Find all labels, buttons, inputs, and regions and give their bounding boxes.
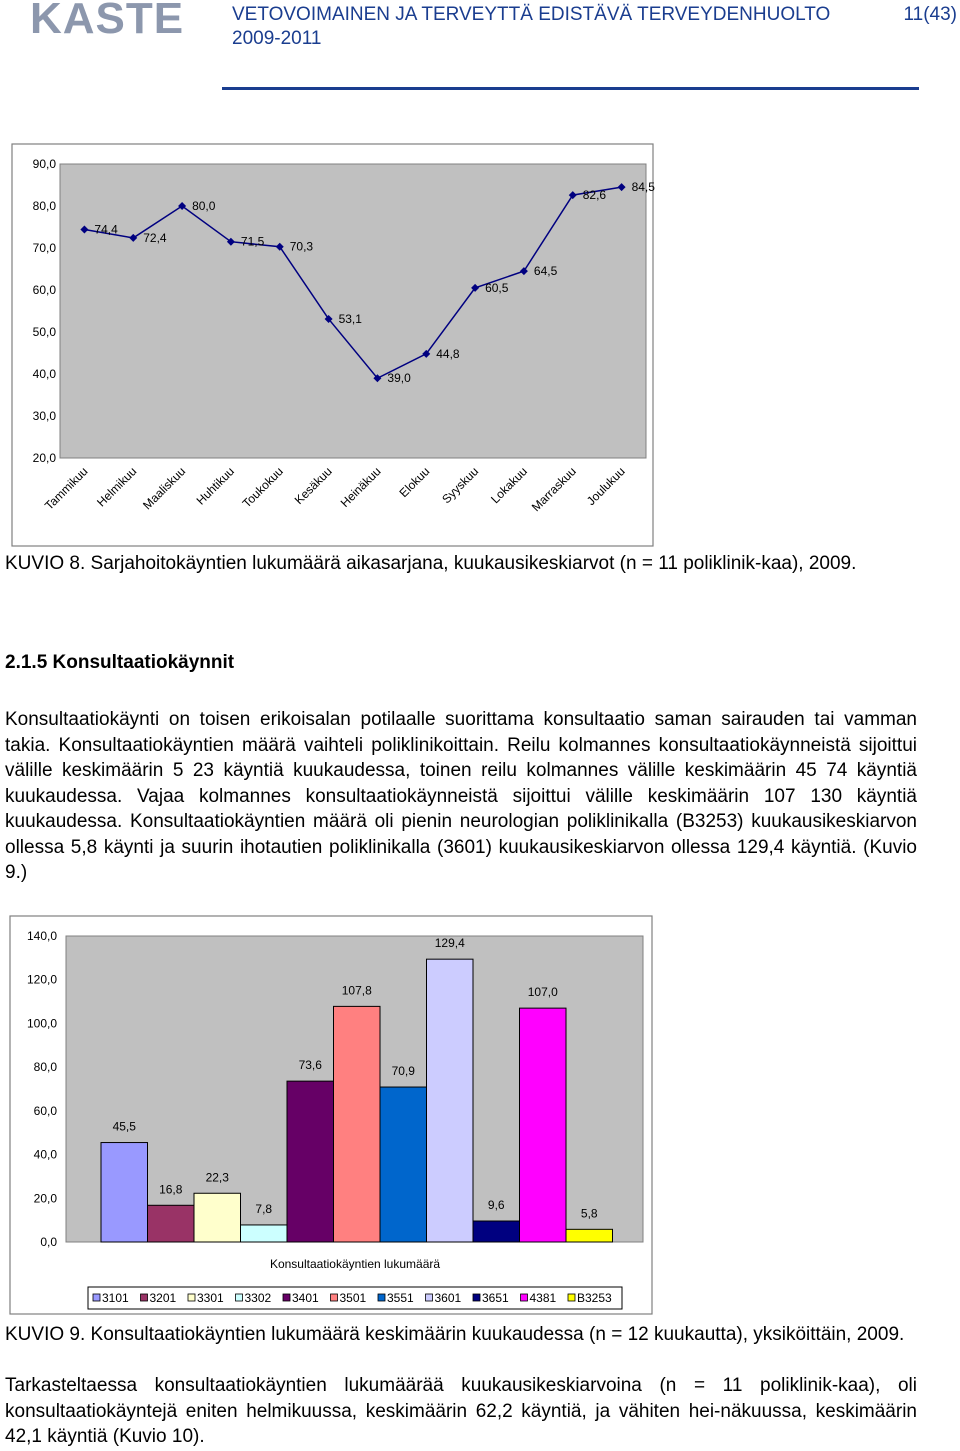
chart1-data-label: 82,6 bbox=[582, 188, 607, 203]
chart2-legend-label: 3101 bbox=[102, 1291, 129, 1305]
chart2-legend-label: 3401 bbox=[292, 1291, 319, 1305]
kaste-logo: KASTE bbox=[30, 0, 185, 43]
chart1-y-tick-label: 60,0 bbox=[32, 283, 56, 297]
chart2-legend-swatch bbox=[568, 1294, 575, 1301]
chart1-data-label: 60,5 bbox=[485, 280, 509, 295]
chart2-y-tick-label: 100,0 bbox=[26, 1016, 57, 1031]
chart1-data-label: 64,5 bbox=[533, 264, 558, 279]
chart2-data-label: 107,8 bbox=[341, 983, 372, 998]
header-title: VETOVOIMAINEN JA TERVEYTTÄ EDISTÄVÄ TERVEYDENHUOLTO bbox=[232, 4, 831, 25]
chart2-y-tick-label: 120,0 bbox=[26, 972, 57, 987]
chart1-data-label: 70,3 bbox=[289, 239, 314, 254]
chart2-bar-B3253 bbox=[566, 1229, 613, 1242]
chart2-y-tick-label: 20,0 bbox=[33, 1191, 57, 1206]
chart2-legend-label: 3301 bbox=[197, 1291, 224, 1305]
chart1-y-tick-label: 90,0 bbox=[32, 157, 56, 171]
chart1-data-label: 39,0 bbox=[387, 371, 411, 386]
chart1-y-tick-label: 20,0 bbox=[32, 451, 56, 465]
chart1-data-label: 71,5 bbox=[240, 234, 265, 249]
section-heading: 2.1.5 Konsultaatiokäynnit bbox=[5, 652, 235, 673]
chart2-legend-label: 4381 bbox=[529, 1291, 557, 1305]
chart2-bar-3301 bbox=[194, 1193, 241, 1242]
chart2-legend-swatch bbox=[473, 1294, 480, 1301]
chart2-data-label: 70,9 bbox=[391, 1064, 415, 1079]
chart1-data-label: 74,4 bbox=[94, 222, 118, 237]
chart2-data-label: 9,6 bbox=[487, 1198, 505, 1213]
paragraph-1: Konsultaatiokäynti on toisen erikoisalan potilaalle suorittama konsultaatio saman sairauden tai vamman takia. Konsultaatiokäyntien määrä vaihteli poliklinikoittain. Reilu kolmannes konsultaatiokäynneistä sijoittui välille keskimäärin 5 23 käyntiä kuukaudessa, toinen reilu kolmannes välille keskimäärin 45 74 käyntiä kuukaudessa. Vajaa kolmannes konsultaatiokäynneistä sijoittui välille keskimäärin 107 130 käyntiä kuukaudessa. Konsultaatiokäyntien määrä oli pienin neurologian poliklinikalla (B3253) kuukausikeskiarvon ollessa 5,8 käynti ja suurin ihotautien poliklinikalla (3601) kuukausikeskiarvon ollessa 129,4 käyntiä. (Kuvio 9.) bbox=[5, 709, 917, 883]
chart1-data-label: 72,4 bbox=[143, 230, 167, 245]
chart2-y-tick-label: 60,0 bbox=[33, 1103, 57, 1118]
chart2-y-tick-label: 40,0 bbox=[33, 1147, 57, 1162]
chart1-caption: KUVIO 8. Sarjahoitokäyntien lukumäärä aikasarjana, kuukausikeskiarvot (n = 11 poliklinik-kaa), 2009. bbox=[5, 553, 857, 574]
chart1-x-tick-label: Toukokuu bbox=[239, 464, 286, 511]
chart2-legend-swatch bbox=[426, 1294, 433, 1301]
chart1-data-label: 44,8 bbox=[436, 346, 460, 361]
chart2-bar-4381 bbox=[520, 1008, 567, 1242]
chart2-data-label: 7,8 bbox=[255, 1201, 273, 1216]
chart2-x-axis-label: Konsultaatiokäyntien lukumäärä bbox=[269, 1257, 441, 1271]
chart2-data-label: 16,8 bbox=[159, 1182, 183, 1197]
chart1-y-tick-label: 40,0 bbox=[32, 367, 56, 381]
chart2-legend-swatch bbox=[188, 1294, 195, 1301]
line-chart-monthly bbox=[0, 140, 660, 550]
chart2-bar-3551 bbox=[380, 1087, 427, 1242]
chart2-data-label: 107,0 bbox=[527, 985, 558, 1000]
paragraph-2: Tarkasteltaessa konsultaatiokäyntien lukumäärää kuukausikeskiarvoina (n = 11 poliklinik-kaa), oli konsultaatiokäyntejä eniten helmikuussa, keskimäärin 62,2 käyntiä, ja vähiten hei-näkuussa, keskimäärin 42,1 käyntiä (Kuvio 10). bbox=[5, 1375, 917, 1447]
chart2-legend-swatch bbox=[331, 1294, 338, 1301]
chart2-legend-label: 3651 bbox=[482, 1291, 509, 1305]
chart2-data-label: 5,8 bbox=[580, 1206, 598, 1221]
chart1-y-tick-label: 30,0 bbox=[32, 409, 56, 423]
chart1-y-tick-label: 50,0 bbox=[32, 325, 56, 339]
chart2-caption: KUVIO 9. Konsultaatiokäyntien lukumäärä keskimäärin kuukaudessa (n = 12 kuukautta), yksiköittäin, 2009. bbox=[5, 1324, 905, 1345]
chart1-x-tick-label: Helmikuu bbox=[94, 464, 140, 510]
chart2-y-tick-label: 0,0 bbox=[40, 1235, 57, 1249]
chart1-x-tick-label: Huhtikuu bbox=[193, 464, 238, 508]
chart1-x-tick-label: Tammikuu bbox=[41, 464, 91, 513]
chart2-legend-swatch bbox=[93, 1294, 100, 1301]
chart1-x-tick-label: Joulukuu bbox=[583, 464, 628, 509]
chart2-bar-3101 bbox=[101, 1143, 148, 1242]
chart1-x-tick-label: Syyskuu bbox=[439, 464, 482, 507]
chart2-bar-3651 bbox=[473, 1221, 520, 1242]
bar-chart-units bbox=[0, 912, 660, 1322]
chart2-legend-swatch bbox=[521, 1294, 528, 1301]
chart2-legend-swatch bbox=[283, 1294, 290, 1301]
chart2-legend-swatch bbox=[378, 1294, 385, 1301]
chart2-bar-3302 bbox=[241, 1225, 288, 1242]
chart2-data-label: 73,6 bbox=[298, 1058, 322, 1073]
chart2-data-label: 45,5 bbox=[112, 1119, 136, 1134]
chart1-x-tick-label: Lokakuu bbox=[488, 464, 531, 507]
chart2-bar-3601 bbox=[427, 959, 474, 1242]
chart1-y-tick-label: 70,0 bbox=[32, 241, 56, 255]
chart2-bar-3401 bbox=[287, 1081, 334, 1242]
chart1-x-tick-label: Heinäkuu bbox=[337, 464, 384, 510]
chart2-y-tick-label: 140,0 bbox=[26, 929, 57, 943]
chart2-bar-3201 bbox=[148, 1205, 195, 1242]
chart2-data-label: 129,4 bbox=[434, 936, 465, 951]
chart1-x-tick-label: Elokuu bbox=[396, 464, 433, 501]
chart1-x-tick-label: Maaliskuu bbox=[140, 464, 189, 513]
chart1-x-tick-label: Marraskuu bbox=[528, 464, 579, 515]
chart1-data-label: 80,0 bbox=[192, 199, 216, 213]
chart2-legend-swatch bbox=[141, 1294, 148, 1301]
chart2-legend-label: 3551 bbox=[387, 1291, 414, 1305]
chart2-legend-label: 3302 bbox=[244, 1291, 272, 1305]
chart2-data-label: 22,3 bbox=[205, 1170, 229, 1185]
header-years: 2009-2011 bbox=[232, 28, 322, 49]
chart2-y-tick-label: 80,0 bbox=[33, 1060, 57, 1075]
page-number: 11(43) bbox=[903, 4, 957, 25]
chart1-x-tick-label: Kesäkuu bbox=[291, 464, 335, 508]
chart2-legend-label: B3253 bbox=[577, 1291, 612, 1305]
header-rule bbox=[222, 87, 919, 90]
chart2-legend-label: 3201 bbox=[149, 1291, 177, 1305]
chart1-data-label: 53,1 bbox=[338, 311, 362, 326]
chart2-bar-3501 bbox=[334, 1006, 381, 1242]
chart2-legend-label: 3601 bbox=[434, 1291, 462, 1305]
chart1-data-label: 84,5 bbox=[631, 180, 655, 195]
chart2-legend-label: 3501 bbox=[339, 1291, 367, 1305]
chart2-legend-swatch bbox=[236, 1294, 243, 1301]
chart1-y-tick-label: 80,0 bbox=[32, 199, 56, 213]
